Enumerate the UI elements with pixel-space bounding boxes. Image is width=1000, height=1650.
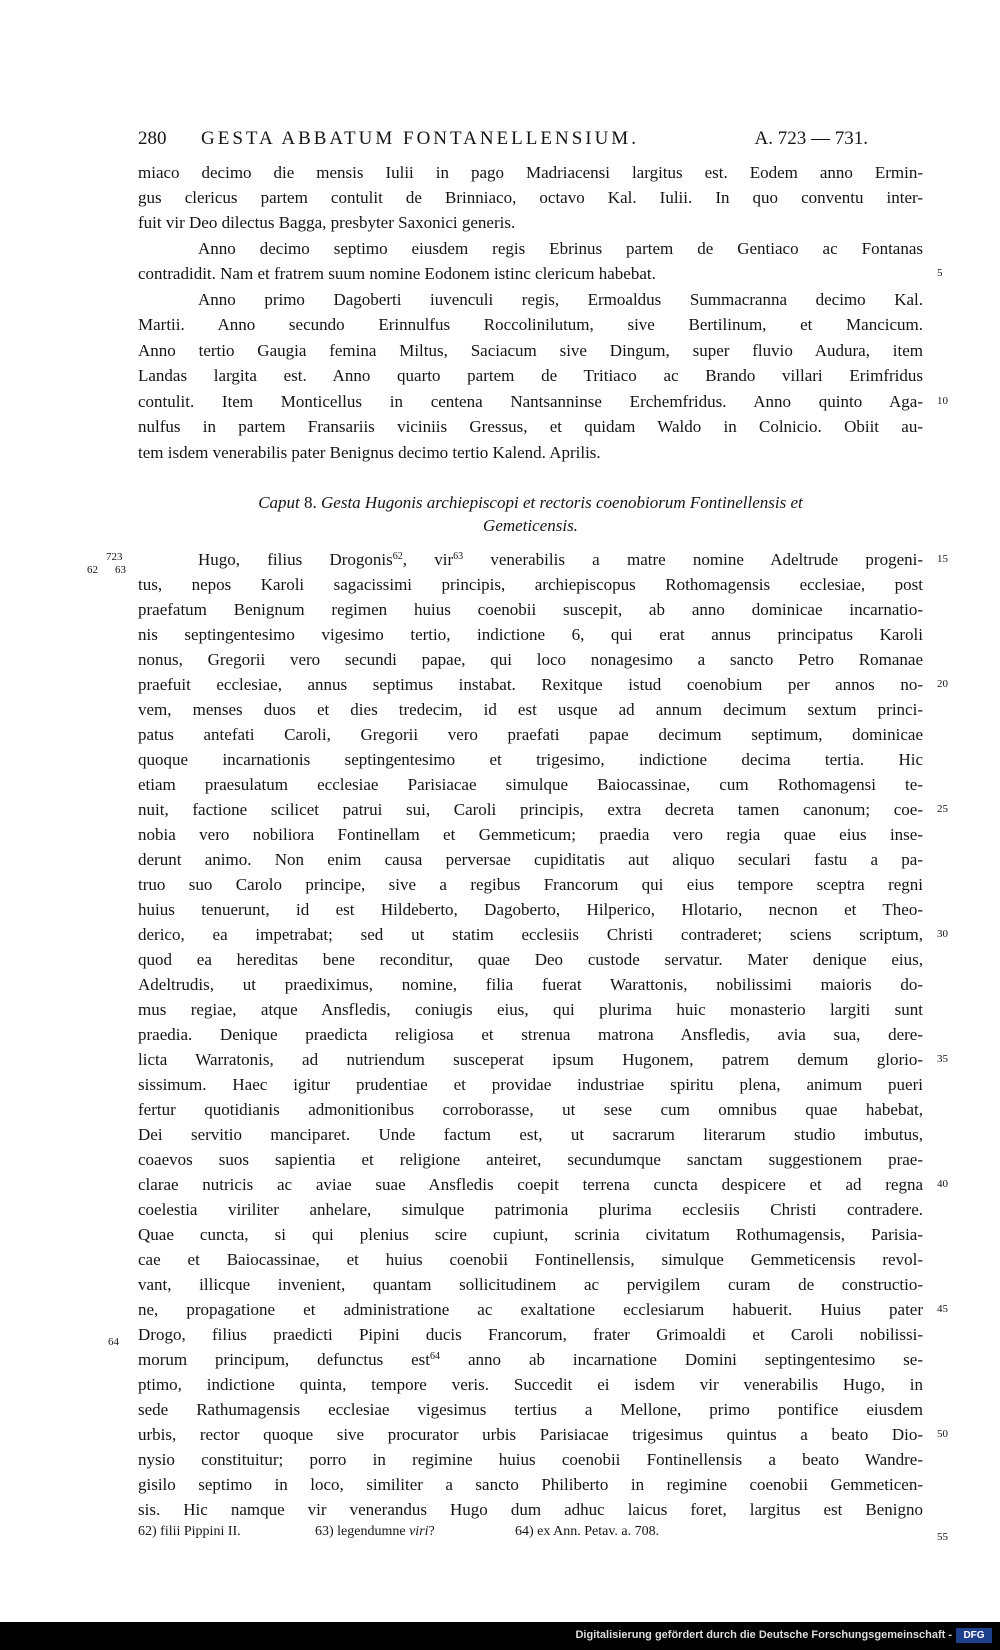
footnote-ref: 64 xyxy=(430,1351,441,1362)
line-number: 30 xyxy=(937,928,948,940)
text-line: derunt animo. Non enim causa perversae cupiditatis aut aliquo seculari fastu a pa- xyxy=(138,850,923,869)
text-line: nonus, Gregorii vero secundi papae, qui loco nonagesimo a sancto Petro Romanae xyxy=(138,650,923,669)
text-line: Anno tertio Gaugia femina Miltus, Saciacum sive Dingum, super fluvio Audura, item xyxy=(138,341,923,360)
dfg-logo: DFG xyxy=(956,1628,992,1643)
text-line: nysio constituitur; porro in regimine huius coenobii Fontinellensis a beato Wandre- xyxy=(138,1450,923,1469)
text-line: praefatum Benignum regimen huius coenobii suscepit, ab anno dominicae incarnatio- xyxy=(138,600,923,619)
text-line: Hugo, filius Drogonis$^{62}$, vir$^{63}$ venerabilis a matre nomine Adeltrude progeni- xyxy=(198,550,924,569)
running-header xyxy=(138,124,868,154)
text-line: nis septingentesimo vigesimo tertio, indictione 6, qui erat annus principatus Karoli xyxy=(138,625,923,644)
footnote-ref: 62 xyxy=(392,551,403,562)
text-line: Anno primo Dagoberti iuvenculi regis, Ermoaldus Summacranna decimo Kal. xyxy=(198,290,923,309)
text-line: tus, nepos Karoli sagacissimi principis, archiepiscopus Rothomagensis ecclesiae, post xyxy=(138,575,923,594)
text-line: Adeltrudis, ut praediximus, nomine, filia fuerat Warattonis, nobilissimi maioris do- xyxy=(138,975,923,994)
text-line: gus clericus partem contulit de Brinniaco, octavo Kal. Iulii. In quo conventu inter- xyxy=(138,188,923,207)
line-number: 55 xyxy=(937,1531,948,1543)
text-line: ne, propagatione et administratione ac exaltatione ecclesiarum habuerit. Huius pater xyxy=(138,1300,923,1319)
text-line: derico, ea impetrabat; sed ut statim ecclesiis Christi contraderet; sciens scriptum, xyxy=(138,925,923,944)
footnote: 63) legendumne viri? xyxy=(315,1524,435,1539)
digitization-bar xyxy=(0,1622,1000,1650)
text-line: tem isdem venerabilis pater Benignus decimo tertio Kalend. Aprilis. xyxy=(138,443,601,462)
text-line: Anno decimo septimo eiusdem regis Ebrinus partem de Gentiaco ac Fontanas xyxy=(198,239,923,258)
text-line: huius tenuerunt, id est Hildeberto, Dagoberto, Hilperico, Hlotario, necnon et Theo- xyxy=(138,900,923,919)
line-number: 35 xyxy=(937,1053,948,1065)
caption-label: Caput xyxy=(258,493,300,512)
text-line: cae et Baiocassinae, et huius coenobii Fontinellensis, simulque Gemmeticensis revol- xyxy=(138,1250,923,1269)
line-number: 10 xyxy=(937,395,948,407)
text-line: coaevos suos sapientia et religione anteiret, secundumque sanctam suggestionem prae- xyxy=(138,1150,923,1169)
caption-title: Gesta Hugonis archiepiscopi et rectoris coenobiorum Fontinellensis et xyxy=(321,493,803,512)
text-line: praedia. Denique praedicta religiosa et strenua matrona Ansfledis, avia sua, dere- xyxy=(138,1025,923,1044)
text-line: praefuit ecclesiae, annus septimus instabat. Rexitque istud coenobium per annos no- xyxy=(138,675,923,694)
text-line: contulit. Item Monticellus in centena Nantsanninse Erchemfridus. Anno quinto Aga- xyxy=(138,392,923,411)
footnote: 62) filii Pippini II. xyxy=(138,1524,241,1539)
text-line: nuit, factione scilicet patrui sui, Caroli principis, extra decreta tamen canonum; coe- xyxy=(138,800,923,819)
line-number: 45 xyxy=(937,1303,948,1315)
text-line: sissimum. Haec igitur prudentiae et providae industriae spiritu plena, animum pueri xyxy=(138,1075,923,1094)
text-line: urbis, rector quoque sive procurator urbis Parisiacae trigesimus quintus a beato Dio- xyxy=(138,1425,923,1444)
text-line: Drogo, filius praedicti Pipini ducis Francorum, frater Grimoaldi et Caroli nobilissi- xyxy=(138,1325,923,1344)
text-line: coelestia viriliter anhelare, simulque patrimonia plurima ecclesiis Christi contradere. xyxy=(138,1200,923,1219)
text-line: licta Warratonis, ad nutriendum susceperat ipsum Hugonem, patrem demum glorio- xyxy=(138,1050,923,1069)
text-line: gisilo septimo in loco, similiter a sancto Philiberto in regimine coenobii Gemmeticen- xyxy=(138,1475,923,1494)
line-number: 5 xyxy=(937,267,943,279)
text-line: sis. Hic namque vir venerandus Hugo dum adhuc laicus foret, largitus est Benigno xyxy=(138,1500,923,1519)
text-line: fuit vir Deo dilectus Bagga, presbyter Saxonici generis. xyxy=(138,213,516,232)
text-line: nobia vero nobiliora Fontinellam et Gemmeticum; praedia vero regia quae eius inse- xyxy=(138,825,923,844)
text-line: Quae cuncta, si qui plenius scire cupiunt, scrinia civitatum Rothumagensis, Parisia- xyxy=(138,1225,923,1244)
text-line: etiam praesulatum ecclesiae Parisiacae simulque Baiocassinae, cum Rothomagensi te- xyxy=(138,775,923,794)
page-number: 280 xyxy=(138,128,167,149)
caption-number: 8. xyxy=(304,493,317,512)
line-number: 25 xyxy=(937,803,948,815)
text-line: miaco decimo die mensis Iulii in pago Madriacensi largitus est. Eodem anno Ermin- xyxy=(138,163,923,182)
footnote-ref: 63 xyxy=(453,551,464,562)
margin-year: 723 xyxy=(106,551,123,563)
text-line: contradidit. Nam et fratrem suum nomine Eodonem istinc clericum habebat. xyxy=(138,264,656,283)
text-line: patus antefati Caroli, Gregorii vero praefati papae decimum septimum, dominicae xyxy=(138,725,923,744)
text-line: fertur quotidianis admonitionibus corroborasse, ut sese cum omnibus quae habebat, xyxy=(138,1100,923,1119)
chapter-caption xyxy=(138,490,923,515)
line-number: 40 xyxy=(937,1178,948,1190)
text-line: clarae nutricis ac aviae suae Ansfledis coepit terrena cuncta despicere et ad regna xyxy=(138,1175,923,1194)
text-line: ptimo, indictione quinta, tempore veris. Succedit ei isdem vir venerabilis Hugo, in xyxy=(138,1375,923,1394)
text-line: Landas largita est. Anno quarto partem de Tritiaco ac Brando villari Erimfridus xyxy=(138,366,923,385)
text-line: vant, illicque invenient, quantam sollicitudinem ac pervigilem curam de constructio- xyxy=(138,1275,923,1294)
text-line: morum principum, defunctus est$^{64}$ anno ab incarnatione Domini septingentesimo se- xyxy=(138,1350,924,1369)
text-line: sede Rathumagensis ecclesiae vigesimus tertius a Mellone, primo pontifice eiusdem xyxy=(138,1400,923,1419)
text-line: Dei servitio manciparet. Unde factum est, ut sacrarum literarum studio imbutus, xyxy=(138,1125,923,1144)
text-line: Martii. Anno secundo Erinnulfus Roccolinilutum, sive Bertilinum, et Mancicum. xyxy=(138,315,923,334)
text-line: nulfus in partem Fransariis viciniis Gressus, et quidam Waldo in Colnicio. Obiit au- xyxy=(138,417,923,436)
running-title: GESTA ABBATUM FONTANELLENSIUM. xyxy=(201,128,639,149)
margin-ref: 64 xyxy=(108,1336,119,1348)
margin-ref: 63 xyxy=(115,564,126,576)
year-range: A. 723 — 731. xyxy=(754,128,868,149)
margin-ref: 62 xyxy=(87,564,98,576)
line-number: 20 xyxy=(937,678,948,690)
text-line: mus regiae, atque Ansfledis, coniugis eius, qui plurima huic monasterio largiti sunt xyxy=(138,1000,923,1019)
chapter-caption-line2: Gemeticensis. xyxy=(483,516,578,535)
line-number: 15 xyxy=(937,553,948,565)
text-line: vem, menses duos et dies tredecim, id est usque ad annum decimum sextum princi- xyxy=(138,700,923,719)
text-line: quod ea hereditas bene reconditur, quae Deo custode servatur. Mater denique eius, xyxy=(138,950,923,969)
footnote: 64) ex Ann. Petav. a. 708. xyxy=(515,1524,660,1539)
text-line: truo suo Carolo principe, sive a regibus Francorum qui eius tempore sceptra regni xyxy=(138,875,923,894)
line-number: 50 xyxy=(937,1428,948,1440)
text-line: quoque incarnationis septingentesimo et trigesimo, indictione decima tertia. Hic xyxy=(138,750,923,769)
funding-credit: Digitalisierung gefördert durch die Deutsche Forschungsgemeinschaft - xyxy=(575,1629,952,1641)
